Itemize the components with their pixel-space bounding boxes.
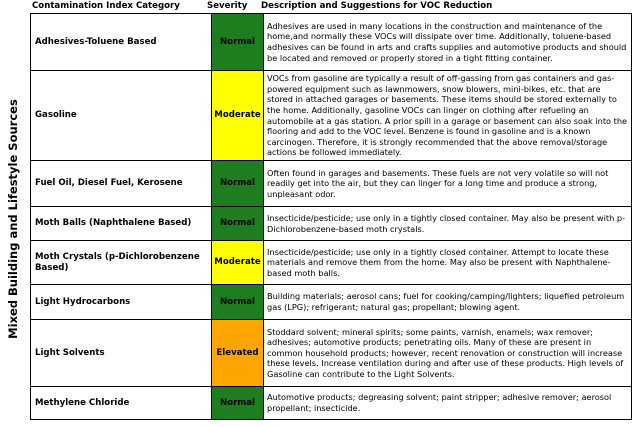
row-category: Moth Balls (Naphthalene Based) — [31, 207, 212, 241]
severity-badge: Normal — [212, 14, 264, 71]
row-category: Light Solvents — [31, 320, 212, 387]
column-header-category: Contamination Index Category — [32, 1, 180, 11]
severity-badge: Normal — [212, 387, 264, 420]
side-section-label — [0, 10, 26, 427]
row-category: Gasoline — [31, 71, 212, 161]
severity-badge: Normal — [212, 285, 264, 320]
severity-badge: Normal — [212, 207, 264, 241]
row-category: Methylene Chloride — [31, 387, 212, 420]
table-header — [30, 0, 632, 14]
row-description: Automotive products; degreasing solvent; paint stripper; adhesive remover; aerosol propellant; insecticide. — [264, 387, 632, 420]
table-row — [31, 14, 632, 71]
severity-badge: Moderate — [212, 71, 264, 161]
severity-badge: Normal — [212, 161, 264, 207]
table-row — [31, 207, 632, 241]
table-row — [31, 241, 632, 285]
table-row — [31, 387, 632, 420]
row-description: Often found in garages and basements. These fuels are not very volatile so will not readily get into the air, but they can linger for a long time and produce a strong, unpleasant odor. — [264, 161, 632, 207]
table-row — [31, 320, 632, 387]
row-category: Moth Crystals (p-Dichlorobenzene Based) — [31, 241, 212, 285]
row-description: VOCs from gasoline are typically a result of off-gassing from gas containers and gas-powered equipment such as lawnmowers, snow blowers, mini-bikes, etc. that are stored in attached garages or basements. These items should be stored externally to the home. Additionally, gasoline VOCs can linger on clothing after refueling an automobile at a gas station. A prior spill in a garage or basement can also soak into the flooring and add to the VOC level. Benzene is found in gasoline and is a known carcinogen. Therefore, it is strongly recommended that the above removal/storage actions be followed immediately. — [264, 71, 632, 161]
severity-badge: Moderate — [212, 241, 264, 285]
table-row — [31, 285, 632, 320]
row-description: Adhesives are used in many locations in the construction and maintenance of the home,and normally these VOCs will dissipate over time. Additionally, toluene-based adhesives can be found in arts and crafts supplies and automotive products and should be located and removed or properly stored in a tight fitting container. — [264, 14, 632, 71]
row-category: Light Hydrocarbons — [31, 285, 212, 320]
severity-badge: Elevated — [212, 320, 264, 387]
row-description: Building materials; aerosol cans; fuel for cooking/camping/lighters; liquefied petroleum gas (LPG); refrigerant; natural gas; propellant; blowing agent. — [264, 285, 632, 320]
table-row — [31, 161, 632, 207]
column-header-severity: Severity — [207, 1, 248, 11]
side-section-label-text: Mixed Building and Lifestyle Sources — [6, 98, 20, 339]
row-category: Adhesives-Toluene Based — [31, 14, 212, 71]
row-description: Insecticide/pesticide; use only in a tightly closed container. Attempt to locate these materials and remove them from the home. May also be present with Naphthalene-based moth balls. — [264, 241, 632, 285]
column-header-description: Description and Suggestions for VOC Reduction — [261, 1, 493, 11]
row-category: Fuel Oil, Diesel Fuel, Kerosene — [31, 161, 212, 207]
row-description: Insecticide/pesticide; use only in a tightly closed container. May also be present with p-Dichlorobenzene-based moth crystals. — [264, 207, 632, 241]
voc-table — [30, 13, 632, 420]
row-description: Stoddard solvent; mineral spirits; some paints, varnish, enamels; wax remover; adhesives; automotive products; penetrating oils. Many of these are present in common household products; however, recent renovation or construction will increase these levels. Increase ventilation during and after use of these products. High levels of Gasoline can contribute to the Light Solvents. — [264, 320, 632, 387]
table-row — [31, 71, 632, 161]
